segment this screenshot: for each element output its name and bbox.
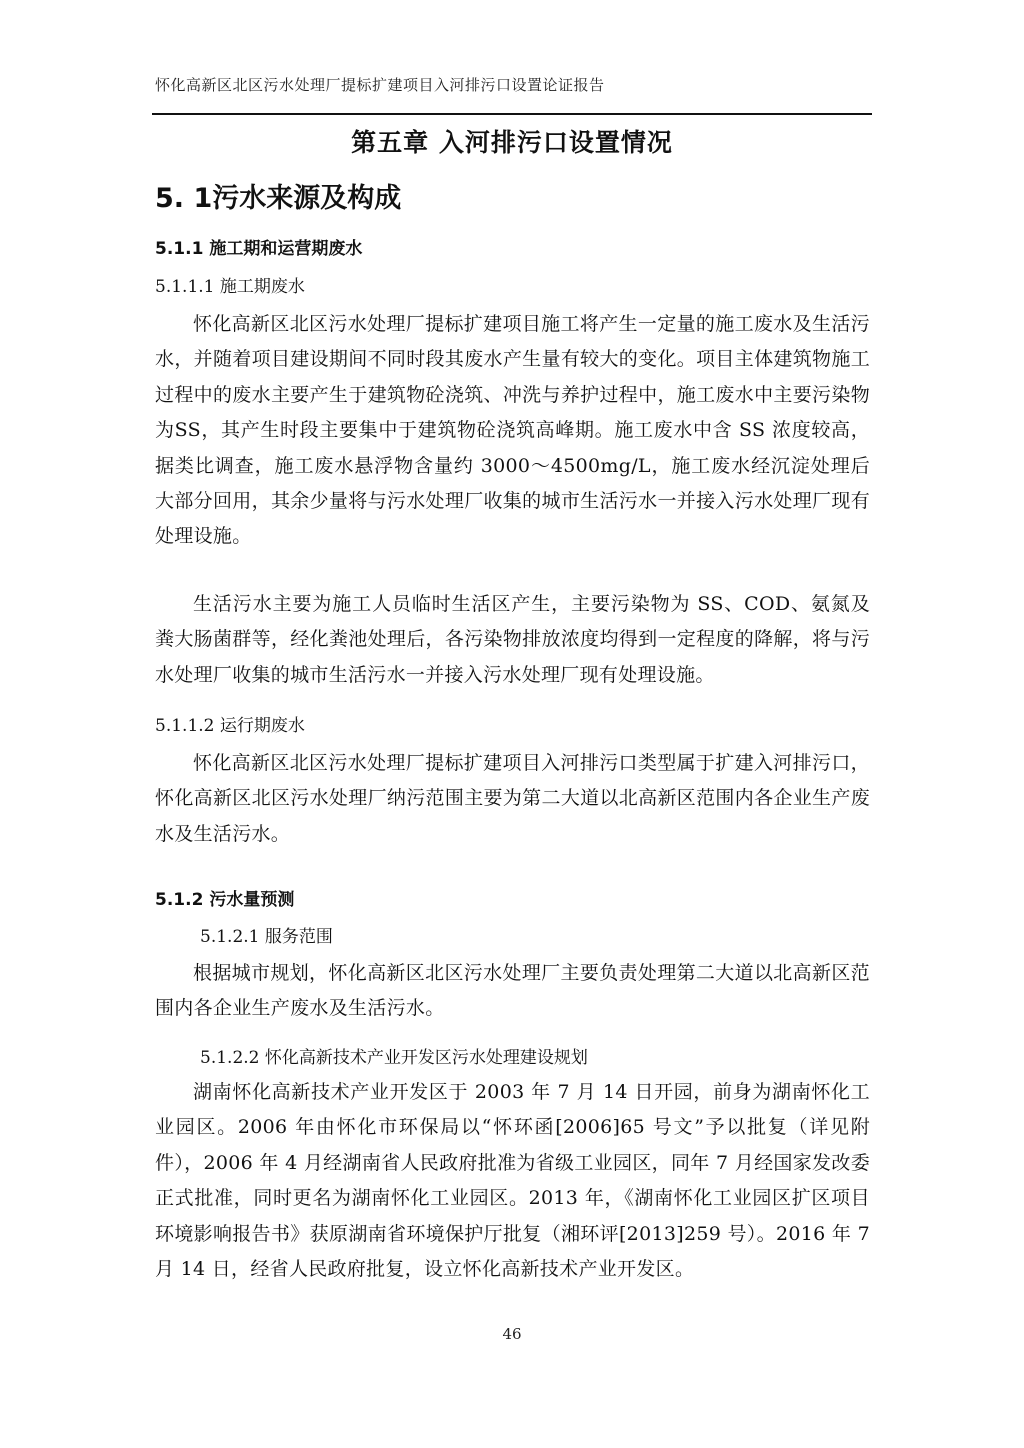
- paragraph-construction-wastewater: 怀化高新区北区污水处理厂提标扩建项目施工将产生一定量的施工废水及生活污水，并随着项目建设期间不同时段其废水产生量有较大的变化。项目主体建筑物施工过程中的废水主要产生于建筑物砼浇筑、冲洗与养护过程中，施工废水中主要污染物为SS，其产生时段主要集中于建筑物砼浇筑高峰期。施工废水中含 SS 浓度较高，据类比调查，施工废水悬浮物含量约 3000～4500mg/L，施工废水经沉淀处理后大部分回用，其余少量将与污水处理厂收集的城市生活污水一并接入污水处理厂现有处理设施。: [155, 313, 870, 548]
- section-title: 5. 1污水来源及构成: [155, 183, 402, 214]
- subsubsection-title-5-1-2-1: 5.1.2.1 服务范围: [200, 927, 333, 947]
- paragraph-domestic-sewage: 生活污水主要为施工人员临时生活区产生，主要污染物为 SS、COD、氨氮及粪大肠菌群等，经化粪池处理后，各污染物排放浓度均得到一定程度的降解，将与污水处理厂收集的城市生活污水一并接入污水处理厂现有处理设施。: [155, 593, 870, 686]
- header-rule: [152, 113, 872, 115]
- subsubsection-title-5-1-1-1: 5.1.1.1 施工期废水: [155, 277, 305, 297]
- paragraph-development-zone-history: 湖南怀化高新技术产业开发区于 2003 年 7 月 14 日开园，前身为湖南怀化工业园区。2006 年由怀化市环保局以“怀环函[2006]65 号文”予以批复（详见附件），2006 年 4 月经湖南省人民政府批准为省级工业园区，同年 7 月经国家发改委正式批准，同时更名为湖南怀化工业园区。2013 年，《湖南怀化工业园区扩区项目环境影响报告书》获原湖南省环境保护厅批复（湘环评[2013]259 号）。2016 年 7 月 14 日，经省人民政府批复，设立怀化高新技术产业开发区。: [155, 1081, 870, 1281]
- page-number: 46: [502, 1325, 522, 1343]
- subsection-title-5-1-1: 5.1.1 施工期和运营期废水: [155, 239, 363, 259]
- running-header: 怀化高新区北区污水处理厂提标扩建项目入河排污口设置论证报告: [155, 76, 605, 94]
- chapter-title: 第五章 入河排污口设置情况: [351, 128, 673, 157]
- subsection-title-5-1-2: 5.1.2 污水量预测: [155, 890, 295, 910]
- paragraph-service-area: 根据城市规划，怀化高新区北区污水处理厂主要负责处理第二大道以北高新区范围内各企业生产废水及生活污水。: [155, 962, 870, 1020]
- paragraph-operation-wastewater: 怀化高新区北区污水处理厂提标扩建项目入河排污口类型属于扩建入河排污口，怀化高新区北区污水处理厂纳污范围主要为第二大道以北高新区范围内各企业生产废水及生活污水。: [155, 752, 870, 845]
- subsubsection-title-5-1-2-2: 5.1.2.2 怀化高新技术产业开发区污水处理建设规划: [200, 1048, 588, 1068]
- subsubsection-title-5-1-1-2: 5.1.1.2 运行期废水: [155, 716, 305, 736]
